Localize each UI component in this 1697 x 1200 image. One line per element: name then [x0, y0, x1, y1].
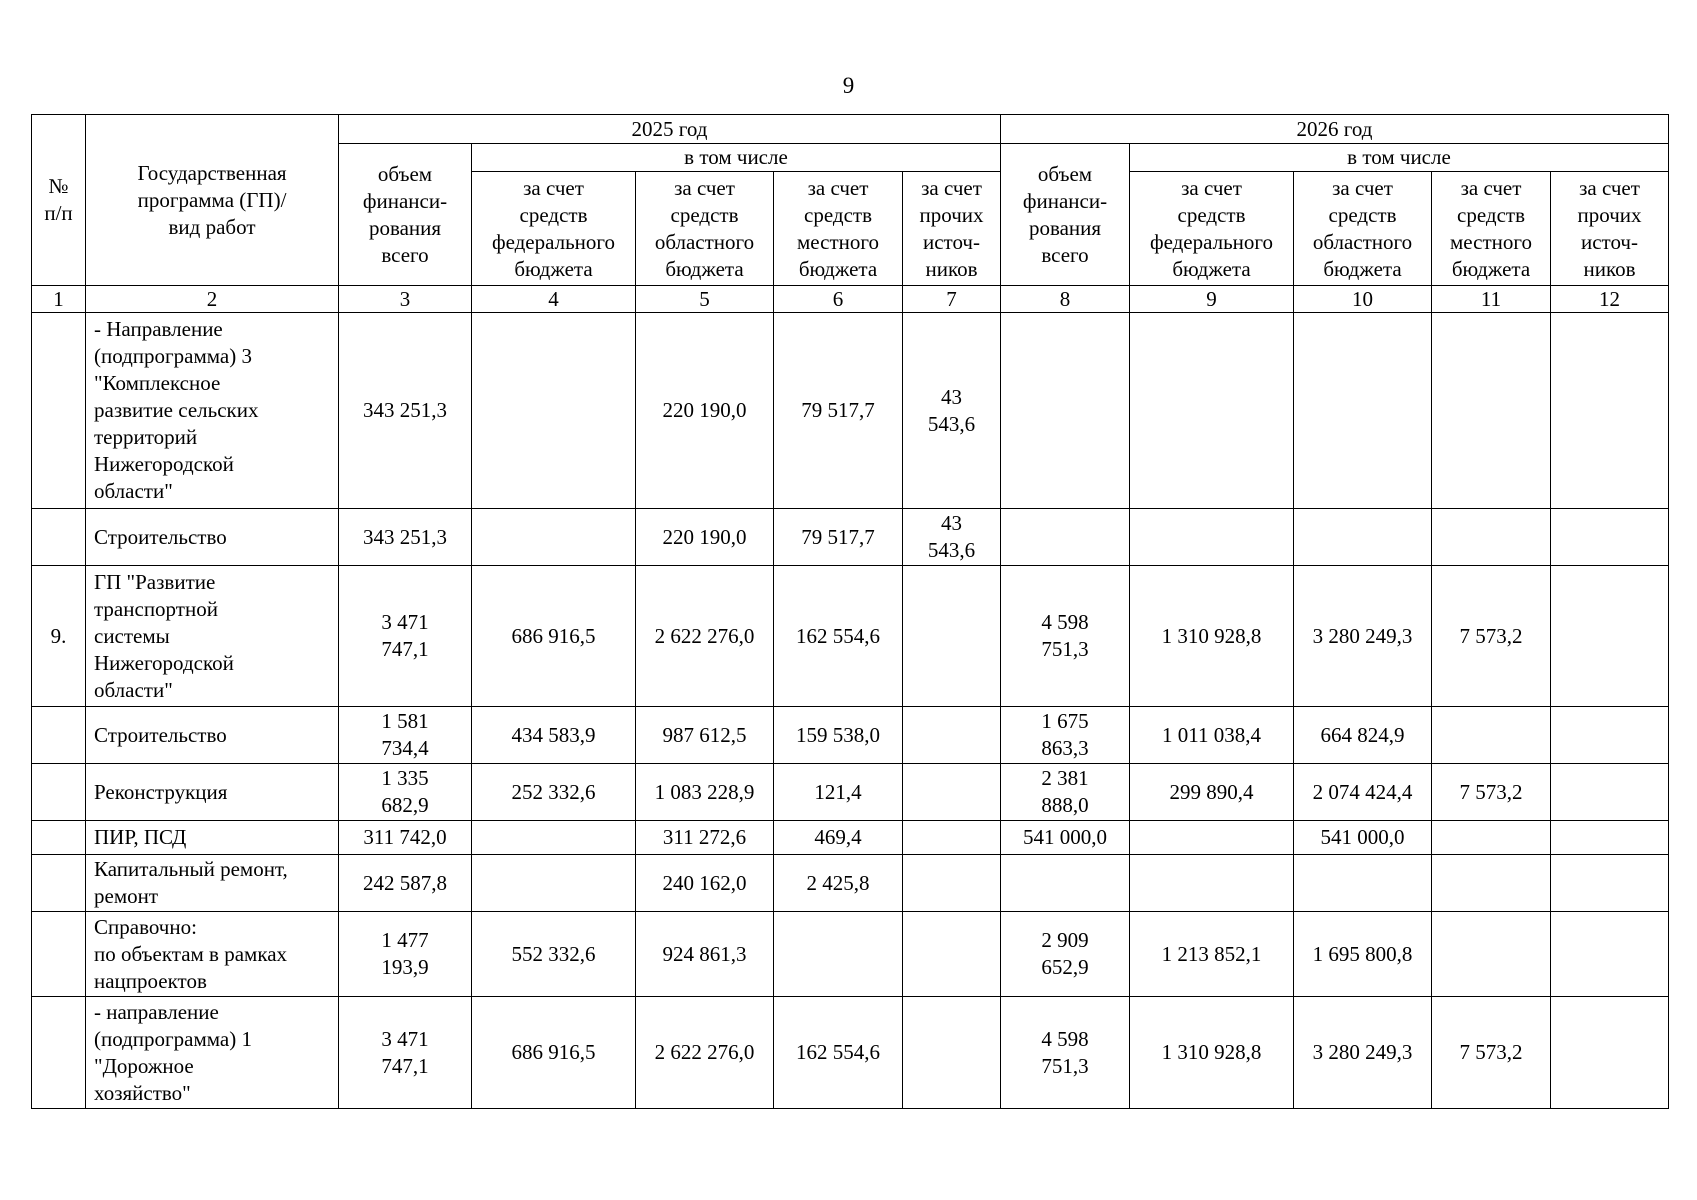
table-row — [32, 764, 1669, 821]
cell-total-2026: 4 598 751,3 — [1001, 997, 1130, 1109]
header-regional-2026: за счет средств областного бюджета — [1294, 172, 1432, 286]
cell-regional-2026: 3 280 249,3 — [1294, 566, 1432, 707]
cell-other-2026 — [1551, 313, 1669, 509]
row-num — [32, 764, 86, 821]
header-other-2025: за счет прочих источ- ников — [903, 172, 1001, 286]
cell-other-2026 — [1551, 509, 1669, 566]
column-number: 11 — [1432, 286, 1551, 313]
row-name: Строительство — [86, 707, 339, 764]
cell-total-2025: 1 477 193,9 — [339, 912, 472, 997]
cell-other-2025 — [903, 764, 1001, 821]
page-number: 9 — [842, 73, 855, 98]
header-program: Государственная программа (ГП)/ вид работ — [86, 115, 339, 286]
header-federal-2026: за счет средств федерального бюджета — [1130, 172, 1294, 286]
table-row — [32, 821, 1669, 855]
header-including-2025: в том числе — [472, 144, 1001, 172]
row-num — [32, 997, 86, 1109]
cell-total-2025: 1 581 734,4 — [339, 707, 472, 764]
cell-regional-2025: 220 190,0 — [636, 313, 774, 509]
column-number: 6 — [774, 286, 903, 313]
table-row — [32, 997, 1669, 1109]
row-num — [32, 821, 86, 855]
cell-federal-2026: 1 213 852,1 — [1130, 912, 1294, 997]
cell-regional-2025: 1 083 228,9 — [636, 764, 774, 821]
cell-regional-2026 — [1294, 855, 1432, 912]
cell-local-2026: 7 573,2 — [1432, 566, 1551, 707]
cell-local-2025: 2 425,8 — [774, 855, 903, 912]
row-name: Капитальный ремонт, ремонт — [86, 855, 339, 912]
cell-federal-2026: 1 310 928,8 — [1130, 997, 1294, 1109]
cell-other-2025 — [903, 855, 1001, 912]
cell-local-2026: 7 573,2 — [1432, 764, 1551, 821]
cell-total-2025: 1 335 682,9 — [339, 764, 472, 821]
cell-federal-2026: 299 890,4 — [1130, 764, 1294, 821]
cell-regional-2026: 2 074 424,4 — [1294, 764, 1432, 821]
row-num — [32, 912, 86, 997]
table-row — [32, 313, 1669, 509]
header-including-2026: в том числе — [1130, 144, 1669, 172]
column-number: 7 — [903, 286, 1001, 313]
cell-local-2026 — [1432, 313, 1551, 509]
cell-federal-2026: 1 310 928,8 — [1130, 566, 1294, 707]
header-regional-2025: за счет средств областного бюджета — [636, 172, 774, 286]
cell-regional-2025: 2 622 276,0 — [636, 997, 774, 1109]
cell-federal-2025 — [472, 821, 636, 855]
row-num — [32, 509, 86, 566]
cell-federal-2025 — [472, 313, 636, 509]
cell-regional-2026 — [1294, 313, 1432, 509]
cell-federal-2025: 686 916,5 — [472, 997, 636, 1109]
column-number: 2 — [86, 286, 339, 313]
cell-local-2025: 79 517,7 — [774, 509, 903, 566]
cell-total-2026: 541 000,0 — [1001, 821, 1130, 855]
cell-regional-2025: 220 190,0 — [636, 509, 774, 566]
column-number: 5 — [636, 286, 774, 313]
cell-other-2026 — [1551, 912, 1669, 997]
header-local-2025: за счет средств местного бюджета — [774, 172, 903, 286]
cell-regional-2026: 664 824,9 — [1294, 707, 1432, 764]
column-number: 10 — [1294, 286, 1432, 313]
cell-total-2026 — [1001, 313, 1130, 509]
cell-federal-2026 — [1130, 509, 1294, 566]
header-other-2026: за счет прочих источ- ников — [1551, 172, 1669, 286]
cell-local-2026 — [1432, 912, 1551, 997]
cell-total-2026 — [1001, 509, 1130, 566]
column-number: 9 — [1130, 286, 1294, 313]
table-row — [32, 707, 1669, 764]
cell-total-2025: 343 251,3 — [339, 509, 472, 566]
cell-total-2025: 311 742,0 — [339, 821, 472, 855]
cell-federal-2026 — [1130, 821, 1294, 855]
cell-regional-2026: 3 280 249,3 — [1294, 997, 1432, 1109]
column-number: 3 — [339, 286, 472, 313]
cell-total-2026 — [1001, 855, 1130, 912]
column-number: 8 — [1001, 286, 1130, 313]
cell-local-2026 — [1432, 509, 1551, 566]
cell-other-2025 — [903, 821, 1001, 855]
row-name: ГП "Развитие транспортной системы Нижегородской области" — [86, 566, 339, 707]
cell-total-2026: 2 909 652,9 — [1001, 912, 1130, 997]
cell-regional-2025: 987 612,5 — [636, 707, 774, 764]
cell-other-2025 — [903, 912, 1001, 997]
cell-regional-2026: 541 000,0 — [1294, 821, 1432, 855]
row-name: - направление (подпрограмма) 1 "Дорожное хозяйство" — [86, 997, 339, 1109]
cell-federal-2025: 434 583,9 — [472, 707, 636, 764]
table-row — [32, 912, 1669, 997]
cell-federal-2025: 252 332,6 — [472, 764, 636, 821]
header-total-2026: объем финанси- рования всего — [1001, 144, 1130, 286]
header-local-2026: за счет средств местного бюджета — [1432, 172, 1551, 286]
cell-federal-2025 — [472, 509, 636, 566]
header-year-2025: 2025 год — [339, 115, 1001, 144]
row-num — [32, 313, 86, 509]
cell-federal-2026 — [1130, 313, 1294, 509]
cell-local-2025: 121,4 — [774, 764, 903, 821]
cell-regional-2025: 311 272,6 — [636, 821, 774, 855]
cell-other-2025 — [903, 566, 1001, 707]
table-row — [32, 855, 1669, 912]
cell-total-2025: 3 471 747,1 — [339, 997, 472, 1109]
cell-local-2025: 469,4 — [774, 821, 903, 855]
cell-regional-2025: 2 622 276,0 — [636, 566, 774, 707]
cell-other-2025: 43 543,6 — [903, 509, 1001, 566]
row-name: ПИР, ПСД — [86, 821, 339, 855]
row-num: 9. — [32, 566, 86, 707]
header-year-2026: 2026 год — [1001, 115, 1669, 144]
cell-other-2026 — [1551, 855, 1669, 912]
cell-federal-2025: 686 916,5 — [472, 566, 636, 707]
cell-regional-2025: 240 162,0 — [636, 855, 774, 912]
cell-other-2026 — [1551, 821, 1669, 855]
cell-other-2025 — [903, 997, 1001, 1109]
cell-local-2026 — [1432, 821, 1551, 855]
row-name: Строительство — [86, 509, 339, 566]
column-number: 12 — [1551, 286, 1669, 313]
cell-regional-2026: 1 695 800,8 — [1294, 912, 1432, 997]
cell-total-2026: 4 598 751,3 — [1001, 566, 1130, 707]
row-num — [32, 707, 86, 764]
cell-regional-2025: 924 861,3 — [636, 912, 774, 997]
row-name: Справочно: по объектам в рамках нацпроектов — [86, 912, 339, 997]
cell-total-2026: 1 675 863,3 — [1001, 707, 1130, 764]
row-name: - Направление (подпрограмма) 3 "Комплексное развитие сельских территорий Нижегородской области" — [86, 313, 339, 509]
table-row — [32, 566, 1669, 707]
cell-total-2025: 3 471 747,1 — [339, 566, 472, 707]
header-federal-2025: за счет средств федерального бюджета — [472, 172, 636, 286]
row-num — [32, 855, 86, 912]
cell-local-2025: 79 517,7 — [774, 313, 903, 509]
cell-other-2026 — [1551, 566, 1669, 707]
cell-other-2026 — [1551, 764, 1669, 821]
cell-total-2025: 242 587,8 — [339, 855, 472, 912]
cell-local-2025: 162 554,6 — [774, 997, 903, 1109]
cell-local-2025 — [774, 912, 903, 997]
cell-local-2025: 159 538,0 — [774, 707, 903, 764]
cell-local-2026 — [1432, 707, 1551, 764]
cell-local-2026 — [1432, 855, 1551, 912]
cell-total-2025: 343 251,3 — [339, 313, 472, 509]
cell-regional-2026 — [1294, 509, 1432, 566]
cell-federal-2025: 552 332,6 — [472, 912, 636, 997]
header-total-2025: объем финанси- рования всего — [339, 144, 472, 286]
column-number: 4 — [472, 286, 636, 313]
cell-other-2026 — [1551, 997, 1669, 1109]
row-name: Реконструкция — [86, 764, 339, 821]
cell-local-2026: 7 573,2 — [1432, 997, 1551, 1109]
column-number-row — [32, 286, 1669, 313]
cell-federal-2026 — [1130, 855, 1294, 912]
cell-federal-2025 — [472, 855, 636, 912]
financing-table — [31, 114, 1669, 1109]
column-number: 1 — [32, 286, 86, 313]
cell-federal-2026: 1 011 038,4 — [1130, 707, 1294, 764]
cell-other-2025: 43 543,6 — [903, 313, 1001, 509]
header-num: № п/п — [32, 115, 86, 286]
cell-other-2026 — [1551, 707, 1669, 764]
cell-total-2026: 2 381 888,0 — [1001, 764, 1130, 821]
cell-other-2025 — [903, 707, 1001, 764]
table-row — [32, 509, 1669, 566]
cell-local-2025: 162 554,6 — [774, 566, 903, 707]
